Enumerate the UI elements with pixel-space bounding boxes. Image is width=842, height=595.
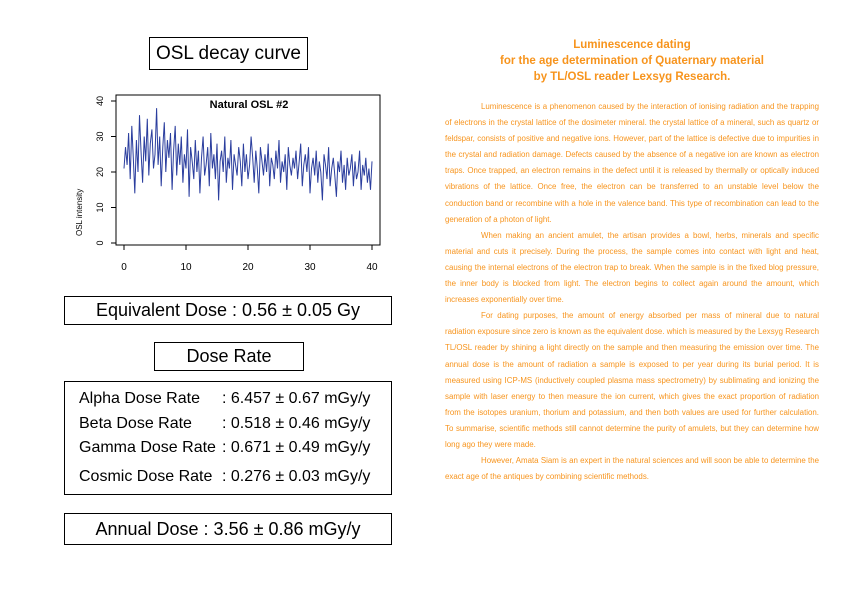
y-axis-label: OSL intensity — [75, 188, 84, 236]
article-title — [470, 37, 794, 85]
title-line: by TL/OSL reader Lexsyg Research. — [533, 71, 731, 83]
x-tick-label: 20 — [242, 262, 254, 273]
article-body — [445, 99, 819, 485]
paragraph: However, Amata Siam is an expert in the natural sciences and will soon be able to determine the exact age of the antiques by combining scientific methods. — [445, 456, 819, 482]
y-axis — [95, 96, 116, 246]
rate-value: : 0.671 ± 0.49 mGy/y — [222, 439, 371, 456]
y-tick-label: 30 — [95, 131, 105, 142]
title-line: for the age determination of Quaternary material — [500, 55, 764, 67]
rate-value: : 6.457 ± 0.67 mGy/y — [222, 390, 371, 407]
x-tick-label: 40 — [366, 262, 378, 273]
x-tick-label: 30 — [304, 262, 316, 273]
plot-frame — [116, 95, 380, 245]
rate-value: : 0.518 ± 0.46 mGy/y — [222, 415, 371, 432]
rate-label: Cosmic Dose Rate — [79, 468, 213, 485]
paragraph: Luminescence is a phenomenon caused by the interaction of ionising radiation and the trapping of electrons in the crystal lattice of the dosimeter mineral. the crystal lattice of a mineral, such as quartz or feldspar, consists of positive and negative ions. However, part of the lattice is defective due to impurities in the crystal and radiation damage. Defects caused by the absence of a negative ion are known as electron traps. Once trapped, an electron remains in the defect until it is released by thermally or optically induced vibrations of the lattice. Once free, the electron can be transferred to an unstable level below the conduction band or recombine with a hole in the valence band. This type of recombination can lead to the generation of a photon of light. — [445, 102, 819, 224]
annual-dose: Annual Dose : 3.56 ± 0.86 mGy/y — [64, 513, 392, 545]
paragraph: For dating purposes, the amount of energy absorbed per mass of mineral due to natural radiation exposure since zero is known as the equivalent dose. which is measured by the Lexsyg Research TL/OSL reader by shining a light directly on the sample and then measuring the emission over time. The annual dose is the amount of radiation a sample is exposed to per year during its burial period. It is measured using ICP-MS (inductively coupled plasma mass spectrometry) by sublimating and ionizing the sample with laser energy to then measure the ion current, which gives the exact proportion of radiation from the isotopes uranium, thorium and potassium, and then both values are used for further calculation. To summarise, scientific methods still cannot determine the purity of amulets, but they can determine how long ago they were made. — [445, 311, 819, 449]
x-tick-label: 0 — [121, 262, 127, 273]
dose-rates-table — [64, 381, 392, 495]
rate-label: Alpha Dose Rate — [79, 390, 200, 407]
y-tick-label: 20 — [95, 166, 105, 178]
dose-rate-title: Dose Rate — [154, 342, 304, 371]
x-axis — [121, 245, 378, 273]
rate-label: Beta Dose Rate — [79, 415, 192, 432]
x-tick-label: 10 — [180, 262, 192, 273]
y-tick-label: 40 — [95, 95, 105, 107]
rate-value: : 0.276 ± 0.03 mGy/y — [222, 468, 371, 485]
y-tick-label: 0 — [95, 240, 105, 246]
osl-decay-chart — [66, 88, 396, 278]
equivalent-dose: Equivalent Dose : 0.56 ± 0.05 Gy — [64, 296, 392, 325]
title-line: Luminescence dating — [573, 39, 691, 51]
y-tick-label: 10 — [95, 202, 105, 213]
decay-curve-title: OSL decay curve — [149, 37, 308, 70]
paragraph: When making an ancient amulet, the artisan provides a bowl, herbs, minerals and specific material and cuts it precisely. During the process, the sample comes into contact with light and heat, causing the internal electrons of the electron trap to break. When the sample is in the fixed blog pressure, the inner body is blocked from light. The electron begins to collect again around the amount, which increases exponentially over time. — [445, 230, 819, 305]
series-line — [124, 108, 372, 200]
chart-title: Natural OSL #2 — [209, 99, 289, 111]
rate-label: Gamma Dose Rate — [79, 439, 216, 456]
